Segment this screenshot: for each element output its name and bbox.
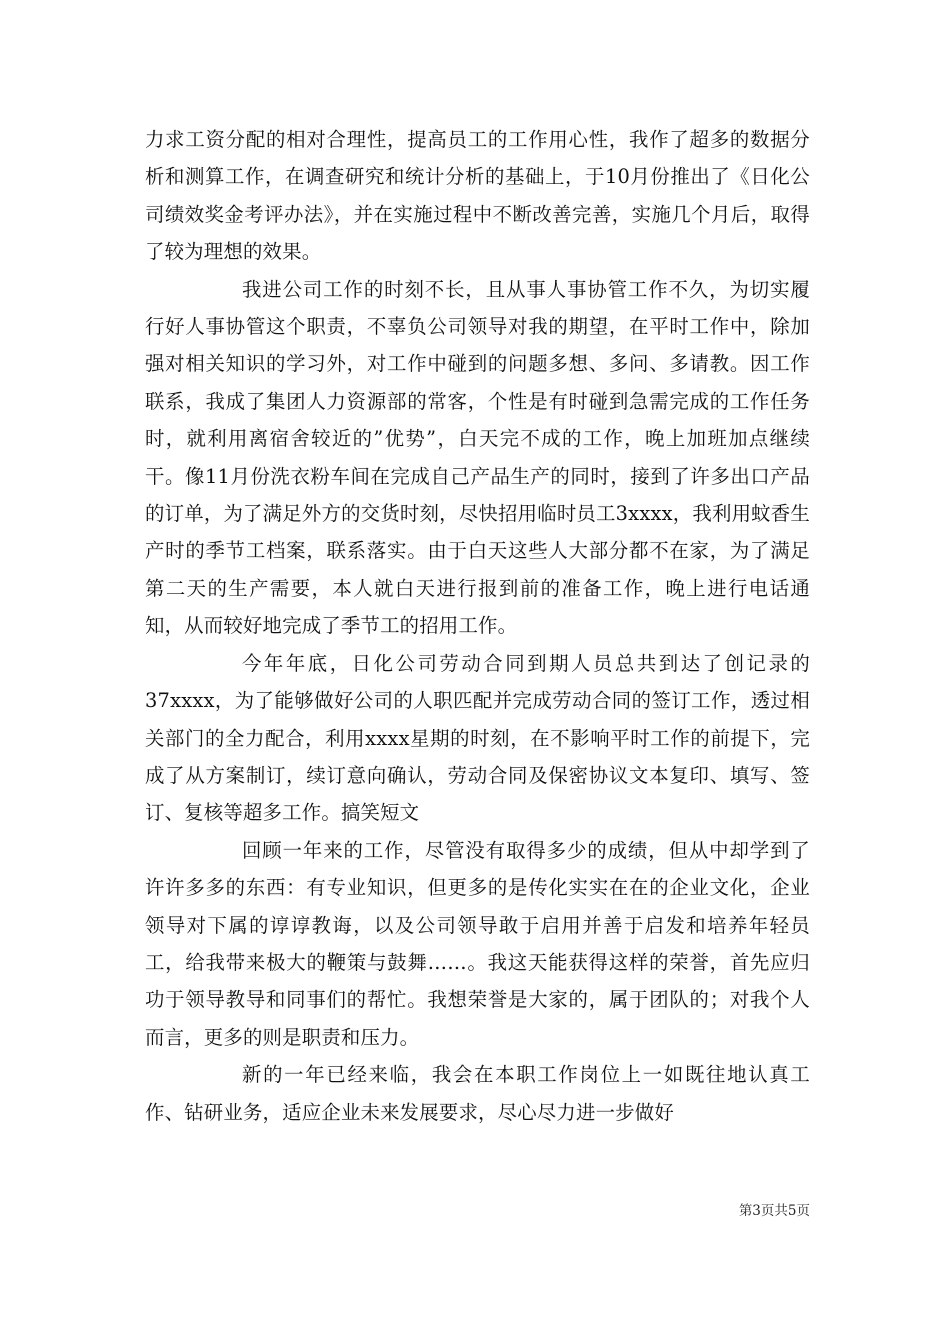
paragraph-continued: 力求工资分配的相对合理性，提高员工的工作用心性，我作了超多的数据分析和测算工作，在调查研究和统计分析的基础上，于10月份推出了《日化公司绩效奖金考评办法》，并在实施过程中不断改善完善，实施几个月后，取得了较为理想的效果。: [145, 128, 810, 264]
paragraph-labor-contracts: 今年年底，日化公司劳动合同到期人员总共到达了创记录的37xxxx，为了能够做好公司的人职匹配并完成劳动合同的签订工作，透过相关部门的全力配合，利用xxxx星期的时刻，在不影响平时工作的前提下，完成了从方案制订，续订意向确认，劳动合同及保密协议文本复印、填写、签订、复核等超多工作。搞笑短文: [145, 651, 810, 825]
paragraph-hr-work: 我进公司工作的时刻不长，且从事人事协管工作不久，为切实履行好人事协管这个职责，不辜负公司领导对我的期望，在平时工作中，除加强对相关知识的学习外，对工作中碰到的问题多想、多问、多请教。因工作联系，我成了集团人力资源部的常客，个性是有时碰到急需完成的工作任务时，就利用离宿舍较近的”优势”，白天完不成的工作，晚上加班加点继续干。像11月份洗衣粉车间在完成自己产品生产的同时，接到了许多出口产品的订单，为了满足外方的交货时刻，尽快招用临时员工3xxxx，我利用蚊香生产时的季节工档案，联系落实。由于白天这些人大部分都不在家，为了满足第二天的生产需要，本人就白天进行报到前的准备工作，晚上进行电话通知，从而较好地完成了季节工的招用工作。: [145, 277, 810, 638]
paragraph-review: 回顾一年来的工作，尽管没有取得多少的成绩，但从中却学到了许许多多的东西：有专业知识，但更多的是传化实实在在的企业文化，企业领导对下属的谆谆教诲，以及公司领导敢于启用并善于启发和培养年轻员工，给我带来极大的鞭策与鼓舞……。我这天能获得这样的荣誉，首先应归功于领导教导和同事们的帮忙。我想荣誉是大家的，属于团队的；对我个人而言，更多的则是职责和压力。: [145, 838, 810, 1049]
paragraph-new-year: 新的一年已经来临，我会在本职工作岗位上一如既往地认真工作、钻研业务，适应企业未来发展要求，尽心尽力进一步做好: [145, 1063, 810, 1124]
document-body: [145, 121, 810, 1131]
page-number-footer: 第3页共5页: [738, 1203, 810, 1219]
